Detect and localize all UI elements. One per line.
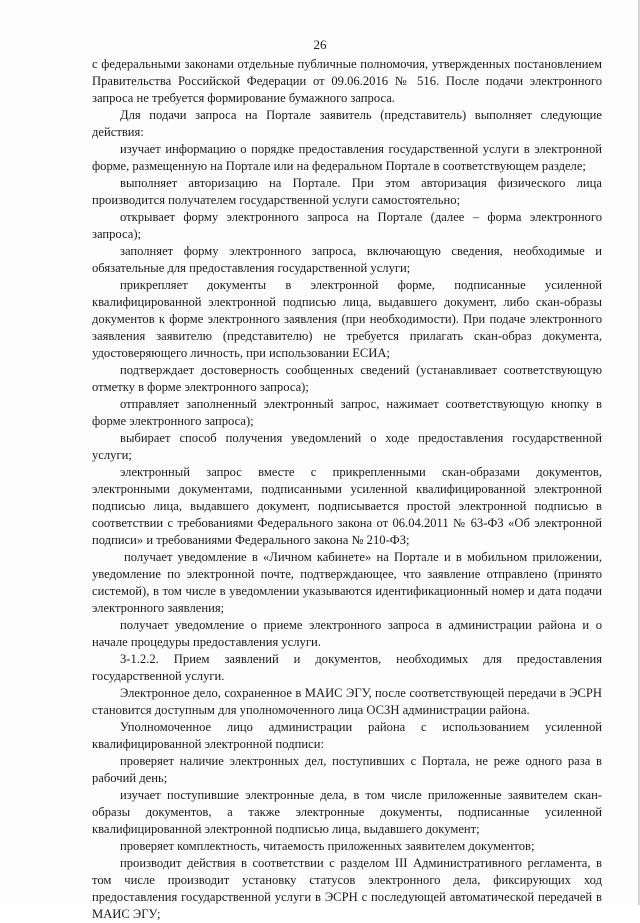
page-number: 26 <box>313 37 327 52</box>
paragraph: Для подачи запроса на Портале заявитель (представитель) выполняет следующие действия: <box>92 108 602 139</box>
paragraph: изучает поступившие электронные дела, в том числе приложенные заявителем скан-образы документов, а также электронные документы, подписанные усиленной квалифицированной электронной подписью лица, выдавшего документ; <box>92 788 602 836</box>
paragraph: электронный запрос вместе с прикрепленными скан-образами документов, электронными документами, подписанными усиленной квалифицированной электронной подписью лица, выдавшего документ, подписывается простой электронной подписью в соответствии с требованиями Федерального закона от 06.04.2011 № 63-ФЗ «Об электронной подписи» и требованиями Федерального закона № 210-ФЗ; <box>92 465 602 547</box>
paragraph: проверяет комплектность, читаемость приложенных заявителем документов; <box>120 839 535 853</box>
paragraph: Электронное дело, сохраненное в МАИС ЭГУ, после соответствующей передачи в ЭСРН становится доступным для уполномоченного лица ОСЗН администрации района. <box>92 686 602 717</box>
paragraph: выбирает способ получения уведомлений о ходе предоставления государственной услуги; <box>92 431 602 462</box>
paragraph: получает уведомление о приеме электронного запроса в администрации района и о начале процедуры предоставления услуги. <box>92 618 602 649</box>
paragraph: получает уведомление в «Личном кабинете» на Портале и в мобильном приложении, уведомление по электронной почте, подтверждающее, что заявление отправлено (принято системой), в том числе в уведомлении указываются идентификационный номер и дата подачи электронного заявления; <box>92 550 602 615</box>
paragraph: отправляет заполненный электронный запрос, нажимает соответствующую кнопку в форме электронного запроса); <box>92 397 602 428</box>
section-heading: 3-1.2.2. Прием заявлений и документов, необходимых для предоставления государственной услуги. <box>92 652 602 683</box>
paragraph: с федеральными законами отдельные публичные полномочия, утвержденных постановлением Правительства Российской Федерации от 09.06.2016 № 516. После подачи электронного запроса не требуется формирование бумажного запроса. <box>92 57 602 105</box>
paragraph: проверяет наличие электронных дел, поступивших с Портала, не реже одного раза в рабочий день; <box>92 754 602 785</box>
paragraph: изучает информацию о порядке предоставления государственной услуги в электронной форме, размещенную на Портале или на федеральном Портале в соответствующем разделе; <box>92 142 602 173</box>
paragraph: заполняет форму электронного запроса, включающую сведения, необходимые и обязательные для предоставления государственной услуги; <box>92 244 602 275</box>
paragraph: открывает форму электронного запроса на Портале (далее – форма электронного запроса); <box>92 210 602 241</box>
document-body <box>92 56 602 923</box>
paragraph: подтверждает достоверность сообщенных сведений (устанавливает соответствующую отметку в форме электронного запроса); <box>92 363 602 394</box>
paragraph: прикрепляет документы в электронной форме, подписанные усиленной квалифицированной электронной подписью лица, выдавшего документ, либо скан-образы документов к форме электронного заявления (при необходимости). При подаче электронного заявления заявителю (представителю) не требуется прилагать скан-образ документа, удостоверяющего личность, при использовании ЕСИА; <box>92 278 602 360</box>
paragraph: Уполномоченное лицо администрации района с использованием усиленной квалифицированной электронной подписи: <box>92 720 602 751</box>
paragraph: производит действия в соответствии с разделом III Административного регламента, в том числе производит установку статусов электронного дела, фиксирующих ход предоставления государственной услуги в ЭСРН с последующей автоматической передачей в МАИС ЭГУ; <box>92 856 602 921</box>
paragraph: выполняет авторизацию на Портале. При этом авторизация физического лица производится получателем государственной услуги самостоятельно; <box>92 176 602 207</box>
